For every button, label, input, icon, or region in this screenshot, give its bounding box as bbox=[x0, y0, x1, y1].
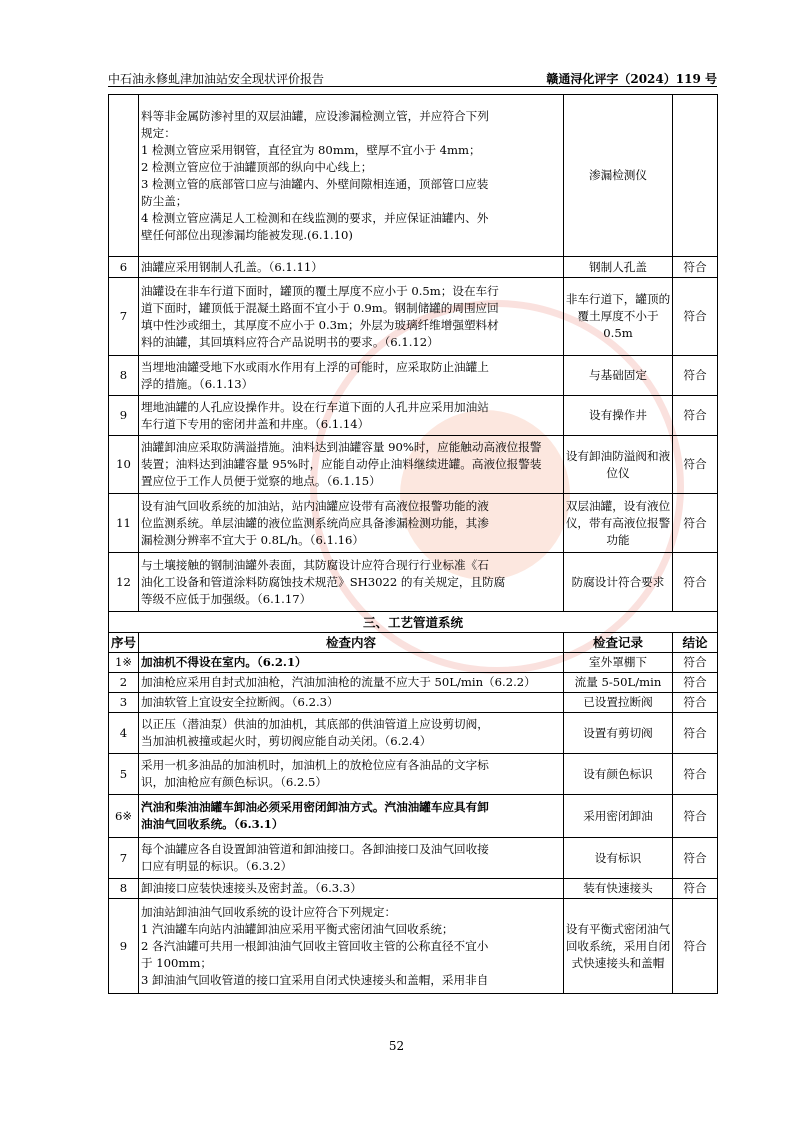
check-record: 室外罩棚下 bbox=[564, 653, 673, 673]
check-result: 符合 bbox=[673, 838, 718, 879]
check-record: 装有快速接头 bbox=[564, 879, 673, 899]
content-line: 位监测系统。单层油罐的液位监测系统尚应具备渗漏检测功能，其渗 bbox=[141, 515, 489, 530]
inspection-table bbox=[108, 94, 718, 994]
check-result: 符合 bbox=[673, 494, 718, 553]
check-record: 防腐设计符合要求 bbox=[564, 553, 673, 612]
header-report-title: 中石油永修虬津加油站安全现状评价报告 bbox=[108, 72, 325, 86]
check-record: 设置有剪切阀 bbox=[564, 713, 673, 754]
content-line: 油罐应采用钢制人孔盖。（6.1.11） bbox=[141, 259, 323, 274]
row-number: 10 bbox=[109, 436, 139, 494]
content-line: 3 卸油油气回收管道的接口宜采用自闭式快速接头和盖帽，采用非自 bbox=[141, 972, 489, 987]
table-row bbox=[109, 356, 718, 396]
table-row bbox=[109, 879, 718, 899]
check-record: 设有操作井 bbox=[564, 396, 673, 436]
check-content bbox=[139, 653, 564, 673]
check-result: 符合 bbox=[673, 553, 718, 612]
content-line: 加油软管上宜设安全拉断阀。（6.2.3） bbox=[141, 695, 339, 709]
content-line: 油罐设在非车行道下面时，罐顶的覆土厚度不应小于 0.5m；设在车行 bbox=[141, 283, 499, 298]
tank-section-rows bbox=[109, 95, 718, 612]
header-report-number: 赣通浔化评字（2024）119 号 bbox=[546, 72, 717, 86]
content-line: 1 汽油罐车向站内油罐卸油应采用平衡式密闭油气回收系统； bbox=[141, 921, 454, 936]
table-header-row bbox=[109, 633, 718, 653]
check-content bbox=[139, 436, 564, 494]
check-record: 渗漏检测仪 bbox=[564, 95, 673, 257]
check-content bbox=[139, 838, 564, 879]
check-record: 非车行道下，罐顶的覆土厚度不小于 0.5m bbox=[564, 278, 673, 356]
table-row bbox=[109, 553, 718, 612]
content-line: 汽油和柴油油罐车卸油必须采用密闭卸油方式。汽油油罐车应具有卸 bbox=[141, 800, 489, 814]
check-content bbox=[139, 879, 564, 899]
row-number: 9 bbox=[109, 396, 139, 436]
check-record: 设有标识 bbox=[564, 838, 673, 879]
content-line: 填中性沙或细土，其厚度不应小于 0.3m；外层为玻璃纤维增强塑料材 bbox=[141, 317, 499, 332]
table-row bbox=[109, 693, 718, 713]
check-result: 符合 bbox=[673, 879, 718, 899]
content-line: 每个油罐应各自设置卸油管道和卸油接口。各卸油接口及油气回收接 bbox=[141, 842, 489, 856]
check-result: 符合 bbox=[673, 436, 718, 494]
check-content bbox=[139, 713, 564, 754]
table-row bbox=[109, 653, 718, 673]
content-line: 与土壤接触的钢制油罐外表面，其防腐设计应符合现行行业标准《石 bbox=[141, 557, 489, 572]
content-line: 壁任何部位出现渗漏均能被发现.(6.1.10) bbox=[141, 227, 353, 242]
content-line: 于 100mm； bbox=[141, 955, 212, 970]
content-line: 漏检测分辨率不宜大于 0.8L/h。（6.1.16） bbox=[141, 532, 364, 547]
table-row bbox=[109, 754, 718, 795]
content-line: 规定： bbox=[141, 125, 176, 140]
row-number: 6※ bbox=[109, 795, 139, 838]
table-row bbox=[109, 899, 718, 994]
check-record: 设有颜色标识 bbox=[564, 754, 673, 795]
check-record: 双层油罐，设有液位仪，带有高液位报警功能 bbox=[564, 494, 673, 553]
content-line: 道下面时，罐顶低于混凝土路面不宜小于 0.9m。钢制储罐的周围应回 bbox=[141, 300, 499, 315]
content-line: 口应有明显的标识。（6.3.2） bbox=[141, 859, 293, 873]
check-result: 符合 bbox=[673, 257, 718, 278]
content-line: 3 检测立管的底部管口应与油罐内、外壁间隙相连通，顶部管口应装 bbox=[141, 176, 489, 191]
check-result: 符合 bbox=[673, 396, 718, 436]
content-line: 采用一机多油品的加油机时，加油机上的放枪位应有各油品的文字标 bbox=[141, 758, 489, 772]
content-line: 油化工设备和管道涂料防腐蚀技术规范》SH3022 的有关规定，且防腐 bbox=[141, 574, 506, 589]
table-row bbox=[109, 838, 718, 879]
table-row bbox=[109, 713, 718, 754]
table-row bbox=[109, 95, 718, 257]
content-line: 识，加油枪应有颜色标识。（6.2.5） bbox=[141, 775, 328, 789]
content-line: 埋地油罐的人孔应设操作井。设在行车道下面的人孔井应采用加油站 bbox=[141, 399, 489, 414]
check-result: 符合 bbox=[673, 356, 718, 396]
row-number: 9 bbox=[109, 899, 139, 994]
content-line: 以正压（潜油泵）供油的加油机，其底部的供油管道上应设剪切阀， bbox=[141, 717, 489, 731]
check-record: 采用密闭卸油 bbox=[564, 795, 673, 838]
content-line: 浮的措施。（6.1.13） bbox=[141, 376, 254, 391]
row-number: 6 bbox=[109, 257, 139, 278]
check-record: 与基础固定 bbox=[564, 356, 673, 396]
header-content: 检查内容 bbox=[139, 633, 564, 653]
check-result: 符合 bbox=[673, 754, 718, 795]
table-row bbox=[109, 795, 718, 838]
check-content bbox=[139, 278, 564, 356]
row-number: 8 bbox=[109, 879, 139, 899]
content-line: 加油机不得设在室内。（6.2.1） bbox=[141, 655, 307, 669]
page-header bbox=[108, 69, 717, 87]
check-content bbox=[139, 356, 564, 396]
table-row bbox=[109, 278, 718, 356]
row-number: 5 bbox=[109, 754, 139, 795]
content-line: 车行道下专用的密闭井盖和井座。（6.1.14） bbox=[141, 416, 370, 431]
check-record: 设有平衡式密闭油气回收系统，采用自闭式快速接头和盖帽 bbox=[564, 899, 673, 994]
check-content bbox=[139, 494, 564, 553]
content-line: 卸油接口应装快速接头及密封盖。（6.3.3） bbox=[141, 881, 362, 895]
table-row bbox=[109, 436, 718, 494]
content-line: 加油站卸油油气回收系统的设计应符合下列规定： bbox=[141, 904, 397, 919]
check-result: 符合 bbox=[673, 693, 718, 713]
check-record: 设有卸油防溢阀和液位仪 bbox=[564, 436, 673, 494]
check-record: 流量 5-50L/min bbox=[564, 673, 673, 693]
section-title: 三、工艺管道系统 bbox=[109, 612, 718, 633]
row-number bbox=[109, 95, 139, 257]
check-result: 符合 bbox=[673, 795, 718, 838]
check-result: 符合 bbox=[673, 673, 718, 693]
content-line: 等级不应低于加强级。（6.1.17） bbox=[141, 591, 312, 606]
row-number: 11 bbox=[109, 494, 139, 553]
check-content bbox=[139, 257, 564, 278]
check-result bbox=[673, 95, 718, 257]
table-row bbox=[109, 257, 718, 278]
row-number: 8 bbox=[109, 356, 139, 396]
check-content bbox=[139, 693, 564, 713]
content-line: 油罐卸油应采取防满溢措施。油料达到油罐容量 90%时，应能触动高液位报警 bbox=[141, 440, 542, 454]
check-content bbox=[139, 795, 564, 838]
row-number: 3 bbox=[109, 693, 139, 713]
row-number: 4 bbox=[109, 713, 139, 754]
content-line: 装置；油料达到油罐容量 95%时，应能自动停止油料继续进罐。高液位报警装 bbox=[141, 457, 542, 471]
content-line: 加油枪应采用自封式加油枪，汽油加油枪的流量不应大于 50L/min（6.2.2） bbox=[141, 675, 536, 689]
content-line: 设有油气回收系统的加油站，站内油罐应设带有高液位报警功能的液 bbox=[141, 498, 489, 513]
content-line: 置应位于工作人员便于觉察的地点。（6.1.15） bbox=[141, 474, 381, 488]
section-title-row bbox=[109, 612, 718, 633]
content-line: 料等非金属防渗衬里的双层油罐，应设渗漏检测立管，并应符合下列 bbox=[141, 108, 489, 123]
check-result: 符合 bbox=[673, 278, 718, 356]
content-line: 油油气回收系统。（6.3.1） bbox=[141, 817, 284, 831]
content-line: 2 各汽油罐可共用一根卸油油气回收主管回收主管的公称直径不宜小 bbox=[141, 938, 489, 953]
pipeline-section-rows bbox=[109, 653, 718, 994]
header-result: 结论 bbox=[673, 633, 718, 653]
check-record: 已设置拉断阀 bbox=[564, 693, 673, 713]
table-row bbox=[109, 494, 718, 553]
check-record: 钢制人孔盖 bbox=[564, 257, 673, 278]
table-row bbox=[109, 396, 718, 436]
row-number: 2 bbox=[109, 673, 139, 693]
content-line: 当埋地油罐受地下水或雨水作用有上浮的可能时，应采取防止油罐上 bbox=[141, 359, 489, 374]
content-line: 4 检测立管应满足人工检测和在线监测的要求，并应保证油罐内、外 bbox=[141, 210, 489, 225]
check-result: 符合 bbox=[673, 653, 718, 673]
content-line: 当加油机被撞或起火时，剪切阀应能自动关闭。（6.2.4） bbox=[141, 734, 432, 748]
row-number: 7 bbox=[109, 278, 139, 356]
check-content bbox=[139, 899, 564, 994]
header-num: 序号 bbox=[109, 633, 139, 653]
content-line: 1 检测立管应采用钢管，直径宜为 80mm，壁厚不宜小于 4mm； bbox=[141, 142, 481, 157]
check-content bbox=[139, 754, 564, 795]
check-content bbox=[139, 95, 564, 257]
content-line: 防尘盖； bbox=[141, 193, 188, 208]
header-record: 检查记录 bbox=[564, 633, 673, 653]
row-number: 7 bbox=[109, 838, 139, 879]
check-content bbox=[139, 553, 564, 612]
content-line: 料的油罐，其回填料应符合产品说明书的要求。（6.1.12） bbox=[141, 334, 439, 349]
row-number: 1※ bbox=[109, 653, 139, 673]
check-content bbox=[139, 673, 564, 693]
row-number: 12 bbox=[109, 553, 139, 612]
table-row bbox=[109, 673, 718, 693]
content-line: 2 检测立管应位于油罐顶部的纵向中心线上； bbox=[141, 159, 373, 174]
check-result: 符合 bbox=[673, 899, 718, 994]
check-content bbox=[139, 396, 564, 436]
check-result: 符合 bbox=[673, 713, 718, 754]
page-number: 52 bbox=[388, 1039, 405, 1053]
